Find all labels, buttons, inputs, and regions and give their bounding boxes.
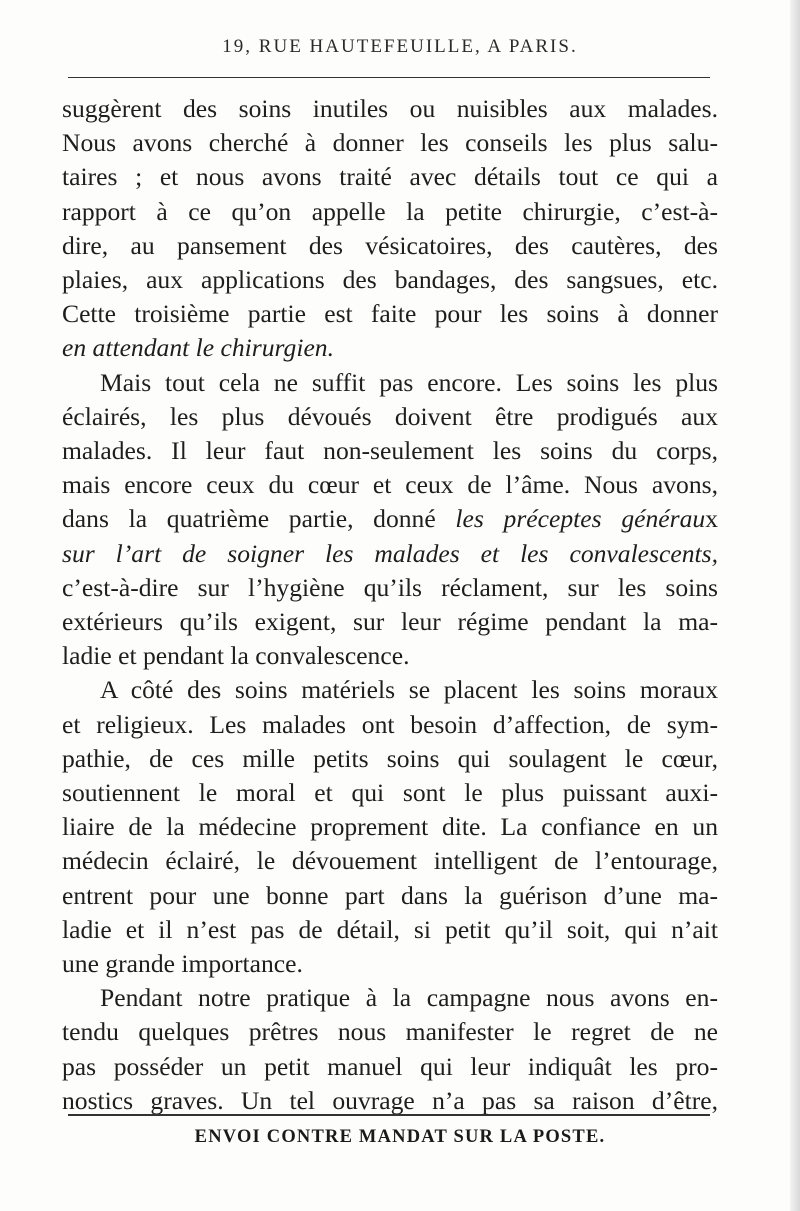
text-line: ladie et il n’est pas de détail, si petit qu’il soit, qui n’ait [62,914,718,944]
text-line: suggèrent des soins inutiles ou nuisibles aux malades. [62,94,718,123]
text-line: Pendant notre pratique à la campagne nous avons en- [100,983,718,1013]
text-line: plaies, aux applications des bandages, des sangsues, etc. [62,265,718,295]
text-line: une grande importance. [62,949,303,979]
body-text [62,92,718,1118]
text-line [62,537,718,571]
text-line: éclairés, les plus dévoués doivent être prodigués aux [62,401,718,431]
text-line: médecin éclairé, le dévouement intelligent de l’entourage, [62,846,718,876]
text-line: Mais tout cela ne suffit pas encore. Les soins les plus [100,367,718,397]
text-line: entrent pour une bonne part dans la guérison d’une ma- [62,880,718,910]
italic-run: en attendant le chirurgien. [62,333,334,363]
text-line: Cette troisième partie est faite pour les soins à donner [62,299,718,329]
text-line: Nous avons cherché à donner les conseils les plus salu- [62,128,718,158]
text-line: A côté des soins matériels se placent les soins moraux [100,675,718,705]
text-line: taires ; et nous avons traité avec détails tout ce qui a [62,162,718,192]
footer-rule [68,1114,710,1116]
italic-run: les préceptes générau [455,504,706,534]
header-rule [68,77,710,78]
text-line: nostics graves. Un tel ouvrage n’a pas sa raison d’être, [62,1085,718,1115]
text-line: liaire de la médecine proprement dite. La confiance en un [62,812,718,842]
text-line: pathie, de ces mille petits soins qui soulagent le cœur, [62,743,718,773]
text-line: ladie et pendant la convalescence. [62,641,410,671]
text-line: tendu quelques prêtres nous manifester le regret de ne [62,1017,718,1047]
text-run: dans la quatrième partie, donné [62,504,456,534]
page-edge [790,0,800,1211]
text-line: pas posséder un petit manuel qui leur indiquât les pro- [62,1051,718,1081]
text-line: mais encore ceux du cœur et ceux de l’âme. Nous avons, [62,470,718,500]
text-line: extérieurs qu’ils exigent, sur leur régime pendant la ma- [62,607,718,637]
text-run: x [705,504,718,534]
text-line: rapport à ce qu’on appelle la petite chirurgie, c’est-à- [62,196,718,226]
footer-note: ENVOI CONTRE MANDAT SUR LA POSTE. [194,1127,606,1147]
text-line [62,331,718,365]
text-line: dire, au pansement des vésicatoires, des cautères, des [62,230,718,260]
text-line: malades. Il leur faut non-seulement les soins du corps, [62,436,718,466]
italic-run: sur l’art de soigner les malades et les convalescents, [62,538,718,568]
running-head: 19, RUE HAUTEFEUILLE, A PARIS. [222,36,578,57]
text-line: c’est-à-dire sur l’hygiène qu’ils réclament, sur les soins [62,572,718,602]
text-line [62,502,718,536]
text-line: soutiennent le moral et qui sont le plus puissant auxi- [62,778,718,808]
text-line: et religieux. Les malades ont besoin d’affection, de sym- [62,709,718,739]
